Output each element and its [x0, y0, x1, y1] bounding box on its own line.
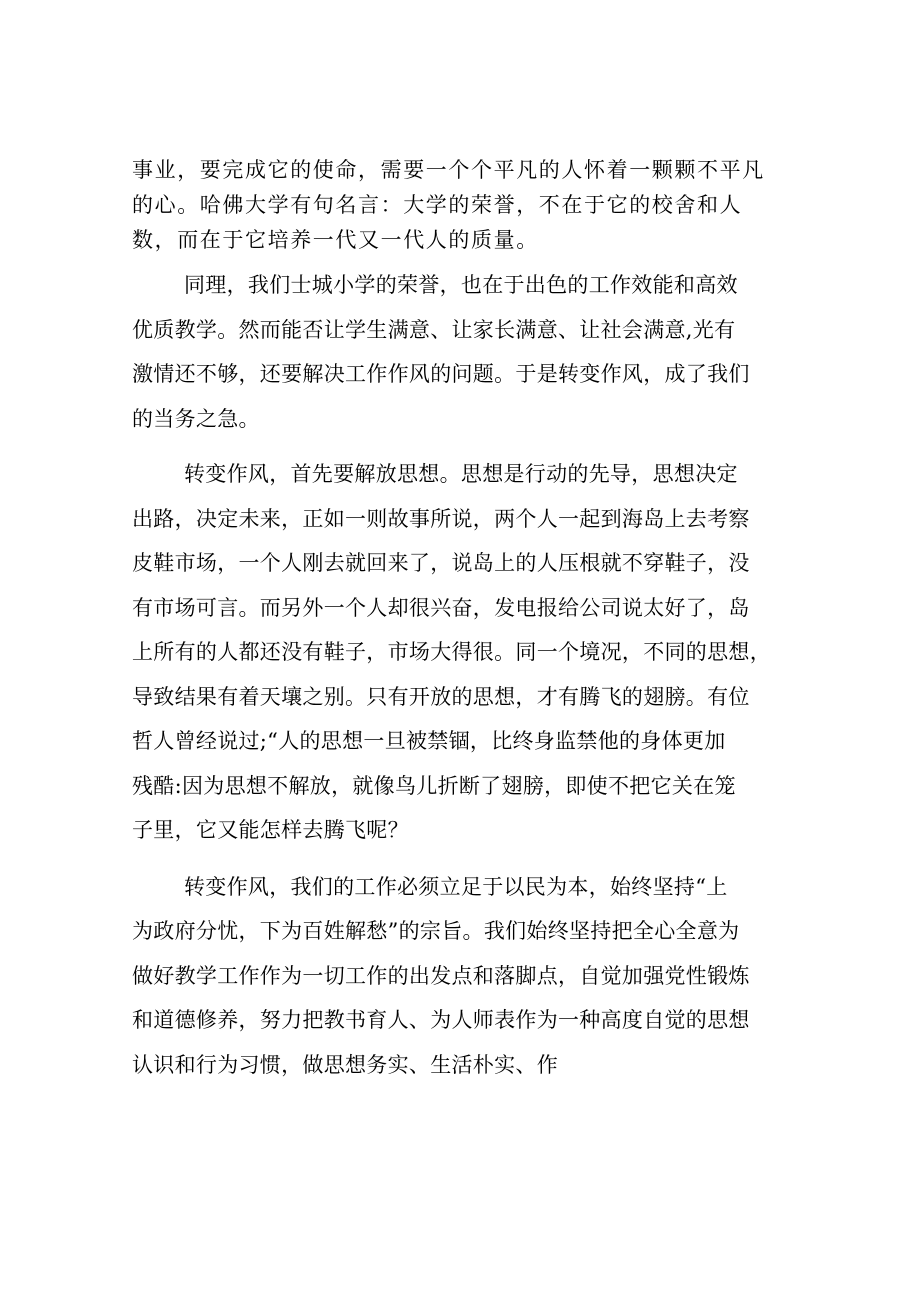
text-line: 事业，要完成它的使命，需要一个个平凡的人怀着一颗颗不平凡 — [132, 158, 765, 182]
text-line: 数，而在于它培养一代又一代人的质量。 — [132, 228, 539, 252]
text-line: 做好教学工作作为一切工作的出发点和落脚点，自觉加强党性锻炼 — [132, 963, 750, 988]
text-line: 上所有的人都还没有鞋子，市场大得很。同一个境况，不同的思想， — [132, 640, 771, 664]
text-line: 出路，决定未来，正如一则故事所说，两个人一起到海岛上去考察 — [132, 506, 750, 531]
document-body — [132, 153, 802, 1087]
text-line: 激情还不够，还要解决工作作风的问题。于是转变作风，成了我们 — [132, 362, 750, 386]
text-line: 皮鞋市场，一个人刚去就回来了，说岛上的人压根就不穿鞋子，没 — [132, 551, 750, 575]
text-line: 转变作风，我们的工作必须立足于以民为本，始终坚持“上 — [184, 874, 728, 899]
text-line: 优质教学。然而能否让学生满意、让家长满意、让社会满意,光有 — [132, 317, 736, 342]
text-line: 子里，它又能怎样去腾飞呢？ — [132, 818, 409, 842]
paragraph-3 — [132, 452, 802, 853]
text-line: 的当务之急。 — [132, 406, 260, 431]
text-line: 同理，我们士城小学的荣誉，也在于出色的工作效能和高效 — [184, 273, 738, 297]
text-line: 残酷:因为思想不解放，就像鸟儿折断了翅膀，即使不把它关在笼 — [132, 773, 736, 798]
text-line: 为政府分忧，下为百姓解愁”的宗旨。我们始终坚持把全心全意为 — [132, 919, 740, 943]
text-line: 导致结果有着天壤之别。只有开放的思想，才有腾飞的翅膀。有位 — [132, 684, 750, 709]
text-line: 和道德修养，努力把教书育人、为人师表作为一种高度自觉的思想 — [132, 1008, 750, 1032]
text-line: 的心。哈佛大学有句名言：大学的荣誉，不在于它的校舍和人 — [132, 193, 743, 217]
text-line: 转变作风，首先要解放思想。思想是行动的先导，思想决定 — [184, 462, 738, 486]
text-line: 哲人曾经说过;“人的思想一旦被禁锢，比终身监禁他的身体更加 — [132, 729, 726, 753]
paragraph-4 — [132, 865, 802, 1088]
paragraph-1 — [132, 153, 802, 258]
text-line: 认识和行为习惯，做思想务实、生活朴实、作 — [132, 1052, 558, 1077]
paragraph-2 — [132, 263, 802, 441]
text-line: 有市场可言。而另外一个人却很兴奋，发电报给公司说太好了，岛 — [132, 595, 750, 620]
